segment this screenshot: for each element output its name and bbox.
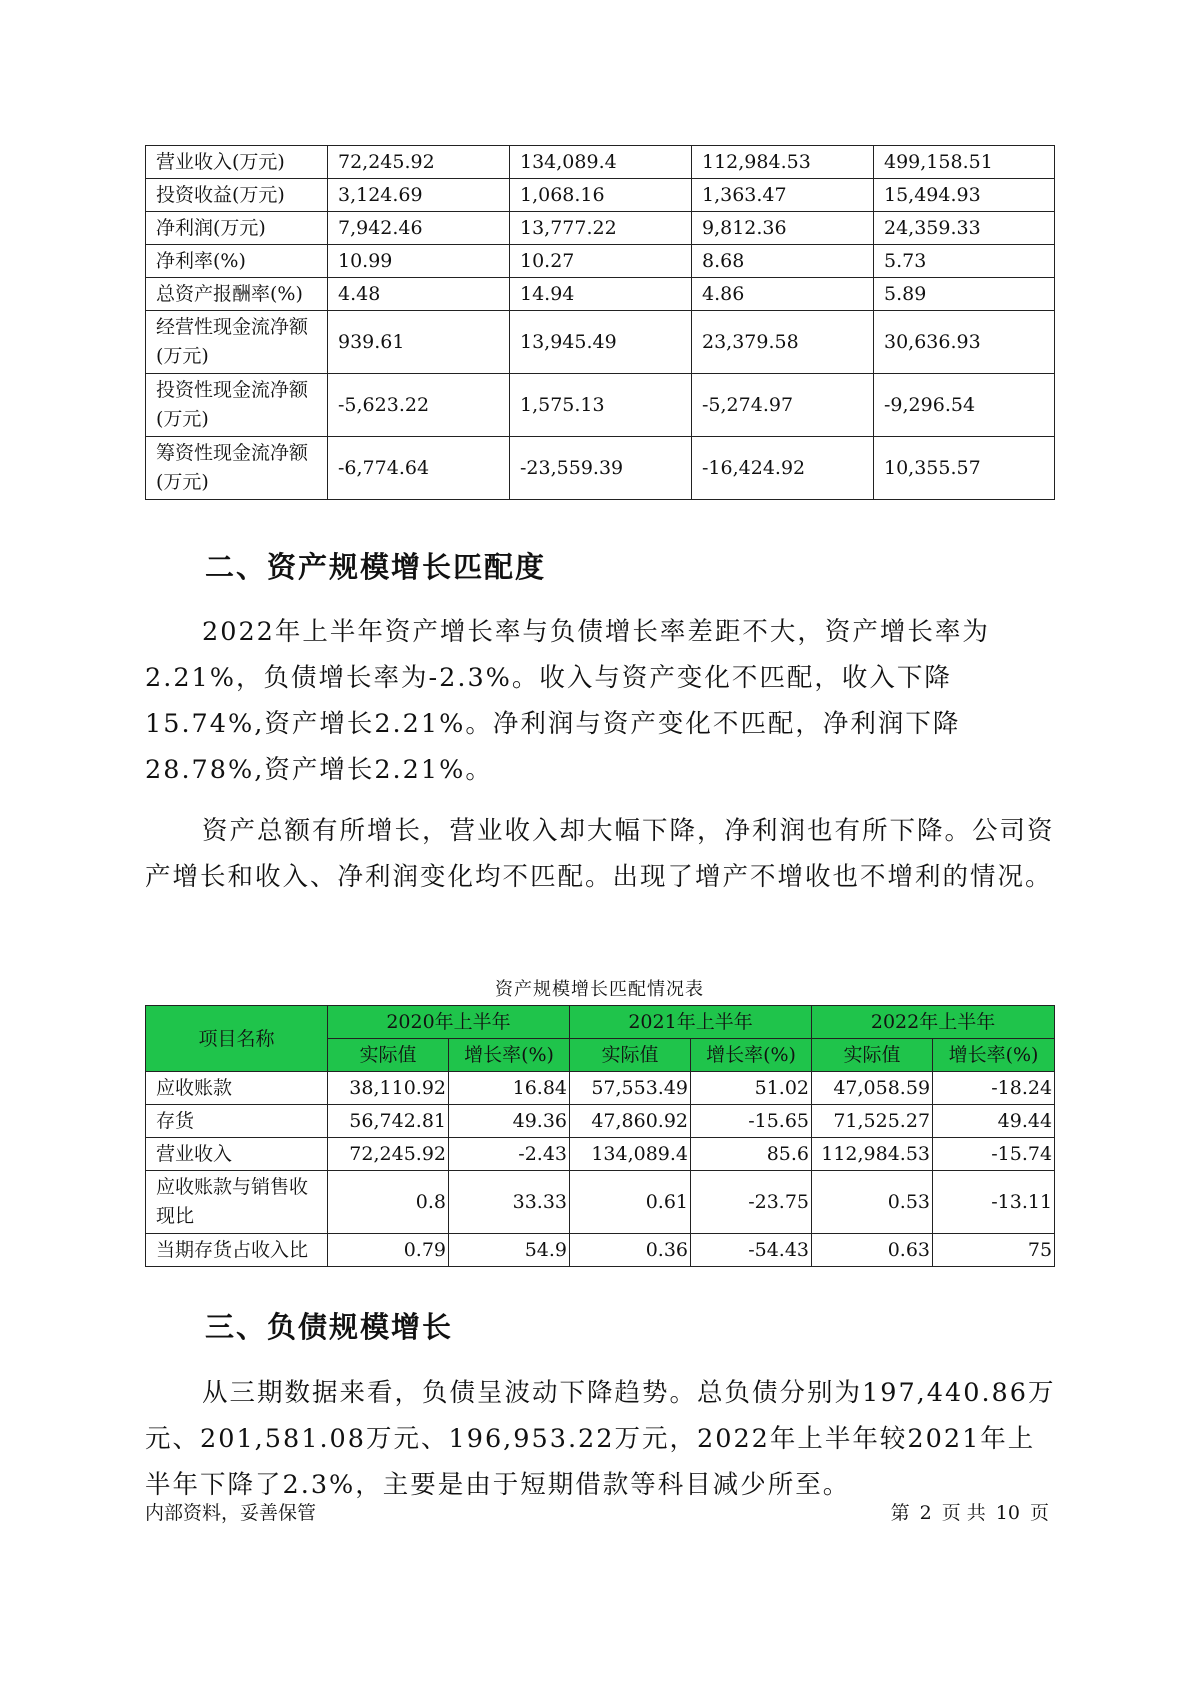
page-suffix: 页: [1029, 1502, 1049, 1524]
row-label: 应收账款与销售收现比: [146, 1171, 328, 1234]
table-row: [146, 1072, 1055, 1105]
cell: 23,379.58: [692, 311, 874, 374]
cell: -5,274.97: [692, 374, 874, 437]
cell: 9,812.36: [692, 212, 874, 245]
cell: 0.61: [570, 1171, 691, 1234]
subheader-growth: 增长率(%): [933, 1039, 1055, 1072]
cell: 14.94: [510, 278, 692, 311]
cell: 13,945.49: [510, 311, 692, 374]
cell: 49.44: [933, 1105, 1055, 1138]
table-row: [146, 212, 1055, 245]
cell: 54.9: [449, 1234, 570, 1267]
cell: 85.6: [691, 1138, 812, 1171]
table-row: [146, 437, 1055, 500]
page-number: [886, 1498, 1054, 1525]
cell: 75: [933, 1234, 1055, 1267]
section-heading: 二、资产规模增长匹配度: [205, 550, 547, 584]
cell: 13,777.22: [510, 212, 692, 245]
table-row: [146, 311, 1055, 374]
cell: 38,110.92: [328, 1072, 449, 1105]
cell: 10.99: [328, 245, 510, 278]
cell: 5.89: [874, 278, 1055, 311]
table-row: [146, 1138, 1055, 1171]
cell: 0.53: [812, 1171, 933, 1234]
cell: 10.27: [510, 245, 692, 278]
table-row: [146, 146, 1055, 179]
asset-growth-match-table: [145, 1005, 1055, 1267]
cell: 72,245.92: [328, 146, 510, 179]
cell: 47,860.92: [570, 1105, 691, 1138]
cell: 71,525.27: [812, 1105, 933, 1138]
cell: 10,355.57: [874, 437, 1055, 500]
cell: 134,089.4: [510, 146, 692, 179]
cell: -54.43: [691, 1234, 812, 1267]
cell: 939.61: [328, 311, 510, 374]
footer-confidential-note: 内部资料，妥善保管: [145, 1502, 317, 1524]
table-row: [146, 278, 1055, 311]
table-row: [146, 1171, 1055, 1234]
cell: -5,623.22: [328, 374, 510, 437]
cell: -23,559.39: [510, 437, 692, 500]
cell: 3,124.69: [328, 179, 510, 212]
cell: 72,245.92: [328, 1138, 449, 1171]
subheader-actual: 实际值: [570, 1039, 691, 1072]
cell: -9,296.54: [874, 374, 1055, 437]
period-header: 2020年上半年: [328, 1006, 570, 1039]
period-header: 2022年上半年: [812, 1006, 1055, 1039]
cell: 49.36: [449, 1105, 570, 1138]
subheader-actual: 实际值: [812, 1039, 933, 1072]
header-row: [146, 1006, 1055, 1039]
row-label: 投资收益(万元): [146, 179, 328, 212]
cell: -16,424.92: [692, 437, 874, 500]
section-heading: 三、负债规模增长: [205, 1310, 454, 1344]
row-label: 净利润(万元): [146, 212, 328, 245]
cell: -13.11: [933, 1171, 1055, 1234]
cell: 0.8: [328, 1171, 449, 1234]
subheader-actual: 实际值: [328, 1039, 449, 1072]
page-mid: 页 共: [941, 1502, 986, 1524]
cell: 47,058.59: [812, 1072, 933, 1105]
cell: 51.02: [691, 1072, 812, 1105]
subheader-growth: 增长率(%): [691, 1039, 812, 1072]
cell: 7,942.46: [328, 212, 510, 245]
cell: 30,636.93: [874, 311, 1055, 374]
cell: -6,774.64: [328, 437, 510, 500]
row-label: 营业收入(万元): [146, 146, 328, 179]
row-label: 总资产报酬率(%): [146, 278, 328, 311]
table-row: [146, 245, 1055, 278]
cell: 0.63: [812, 1234, 933, 1267]
row-label: 经营性现金流净额(万元): [146, 311, 328, 374]
cell: 56,742.81: [328, 1105, 449, 1138]
cell: 1,575.13: [510, 374, 692, 437]
cell: -18.24: [933, 1072, 1055, 1105]
cell: 0.79: [328, 1234, 449, 1267]
table-caption: 资产规模增长匹配情况表: [495, 979, 704, 1000]
column-header-name: 项目名称: [146, 1006, 328, 1072]
cell: 0.36: [570, 1234, 691, 1267]
table-row: [146, 1105, 1055, 1138]
paragraph: 从三期数据来看，负债呈波动下降趋势。总负债分别为197,440.86万元、201,581.08万元、196,953.22万元，2022年上半年较2021年上半年下降了2.3%，主要是由于短期借款等科目减少所至。: [145, 1378, 1056, 1500]
page-total: 10: [995, 1502, 1020, 1524]
table-row: [146, 1234, 1055, 1267]
cell: -15.74: [933, 1138, 1055, 1171]
table-row: [146, 374, 1055, 437]
paragraph: 2022年上半年资产增长率与负债增长率差距不大，资产增长率为2.21%，负债增长率为-2.3%。收入与资产变化不匹配，收入下降15.74%,资产增长2.21%。净利润与资产变化不匹配，净利润下降28.78%,资产增长2.21%。: [145, 617, 990, 785]
row-label: 当期存货占收入比: [146, 1234, 328, 1267]
cell: 1,363.47: [692, 179, 874, 212]
cell: 15,494.93: [874, 179, 1055, 212]
cell: 16.84: [449, 1072, 570, 1105]
cell: 57,553.49: [570, 1072, 691, 1105]
subheader-growth: 增长率(%): [449, 1039, 570, 1072]
row-label: 筹资性现金流净额(万元): [146, 437, 328, 500]
cell: 499,158.51: [874, 146, 1055, 179]
cell: 134,089.4: [570, 1138, 691, 1171]
cell: 8.68: [692, 245, 874, 278]
page-current: 2: [919, 1502, 932, 1524]
cell: 5.73: [874, 245, 1055, 278]
cell: 4.48: [328, 278, 510, 311]
row-label: 存货: [146, 1105, 328, 1138]
cell: 4.86: [692, 278, 874, 311]
cell: 112,984.53: [812, 1138, 933, 1171]
cell: -23.75: [691, 1171, 812, 1234]
row-label: 投资性现金流净额(万元): [146, 374, 328, 437]
row-label: 净利率(%): [146, 245, 328, 278]
financial-indicators-table: [145, 145, 1055, 500]
cell: -15.65: [691, 1105, 812, 1138]
period-header: 2021年上半年: [570, 1006, 812, 1039]
paragraph: 资产总额有所增长，营业收入却大幅下降，净利润也有所下降。公司资产增长和收入、净利润变化均不匹配。出现了增产不增收也不增利的情况。: [145, 816, 1055, 892]
row-label: 应收账款: [146, 1072, 328, 1105]
cell: 33.33: [449, 1171, 570, 1234]
row-label: 营业收入: [146, 1138, 328, 1171]
cell: 24,359.33: [874, 212, 1055, 245]
cell: -2.43: [449, 1138, 570, 1171]
cell: 112,984.53: [692, 146, 874, 179]
cell: 1,068.16: [510, 179, 692, 212]
page-prefix: 第: [890, 1502, 910, 1524]
table-row: [146, 179, 1055, 212]
